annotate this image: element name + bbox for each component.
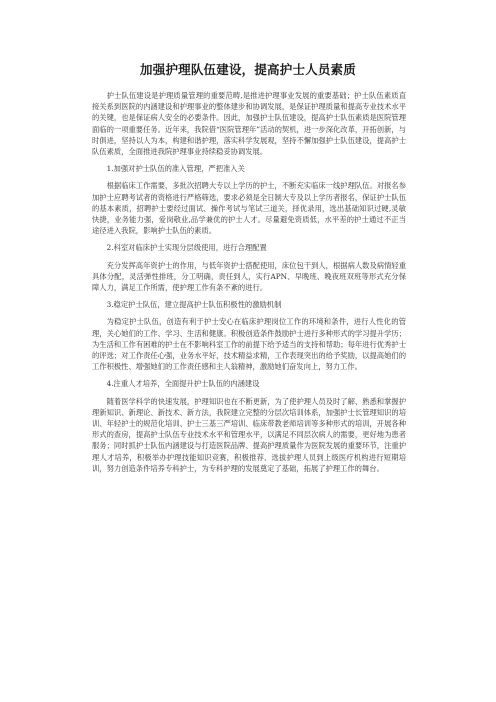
section-4-body: 随着医学科学的快速发展，护理知识也在不断更新，为了使护理人员及时了解、熟悉和掌握护理新知识、新理论、新技术、新方法，我院建立完整的分层次培训体系，加强护士长管理知识的培训、年轻护士的规范化培训、护士三基三严培训、临床带教老师培训等多种形式的培训，开展各种形式的查房，提高护士队伍专业技术水平和管理水平，以满足不同层次病人的需要，更好地为患者服务；同时抓护士队伍内涵建设与打造医院品牌、提高护理质量作为医院发展的重要环节，注重护理人才培养，积极举办护理技能知识竞赛，积极推荐、选拔护理人员到上级医疗机构进行短期培训，努力创造条件培养专科护士，为专科护理的发展奠定了基础，拓展了护理工作的舞台。 <box>92 396 406 473</box>
document-title: 加强护理队伍建设，提高护士人员素质 <box>140 62 356 77</box>
section-1-heading: 1.加强对护士队伍的准入管理，严把准入关 <box>106 164 245 174</box>
section-1-body: 根据临床工作需要，多批次招聘大专以上学历的护士，不断充实临床一线护理队伍。对报名参加护士应聘考试者的资格进行严格筛选，要求必须是全日制大专及以上学历者报名，保证护士队伍的基本素质，招聘护士要经过面试、操作考试与笔试三道关，择优录用，选出基础知识过硬,灵敏快捷，业务能力强，爱岗敬业,品学兼优的护士人才。尽量避免资质低，水平差的护士通过不正当途径进入我院，影响护士队伍的素质。 <box>92 181 406 236</box>
section-2-heading: 2.科室对临床护士实现分层级使用，进行合理配置 <box>106 243 267 253</box>
section-3-heading: 3.稳定护士队伍，建立提高护士队伍积极性的激励机制 <box>106 300 282 310</box>
section-4-heading: 4.注重人才培养，全面提升护士队伍的内涵建设 <box>106 379 260 389</box>
intro-paragraph: 护士队伍建设是护理质量管理的重要范畴,是推进护理事业发展的重要基础；护士队伍素质直接关系到医院的内涵建设和护理事业的整体建步和协调发展，是保证护理质量和提高专业技术水平的关键，也是保证病人安全的必要条件。因此，加强护士队伍建设，提高护士队伍素质是医院管理面临的一项重要任务。近年来，我院借“医院管理年”活动的契机，进一步深化改革，开拓创新，与时俱进，坚持以人为本，构建和谐护理，落实科学发展观，坚持不懈加强护士队伍建设，提高护士队伍素质，全面推进我院护理事业持续稳妥协调发展。 <box>92 91 406 157</box>
document-body <box>92 90 406 474</box>
section-2-body: 充分发挥高年资护士的作用，与低年资护士搭配使用，床位包干到人，根据病人数及病情轻重具体分配，灵活弹性排班，分工明确，责任到人，实行APN、早晚班、晚夜班双班等形式充分保障人力，满足工作所需，使护理工作有条不紊的进行。 <box>92 260 406 293</box>
section-3-body: 为稳定护士队伍，创造有利于护士安心在临床护理岗位工作的环境和条件，进行人性化的管理，关心她们的工作、学习、生活和健康。积极创造条件鼓励护士进行多种形式的学习提升学历；为生活和工作有困难的护士在不影响科室工作的前提下给予适当的支持和帮助；每年进行优秀护士的评选；对工作责任心强，业务水平好，技术精益求精，工作表现突出的给予奖励，以提高她们的工作积极性、增强她们的工作责任感和主人翁精神，激励她们奋发向上，努力工作。 <box>92 317 406 372</box>
